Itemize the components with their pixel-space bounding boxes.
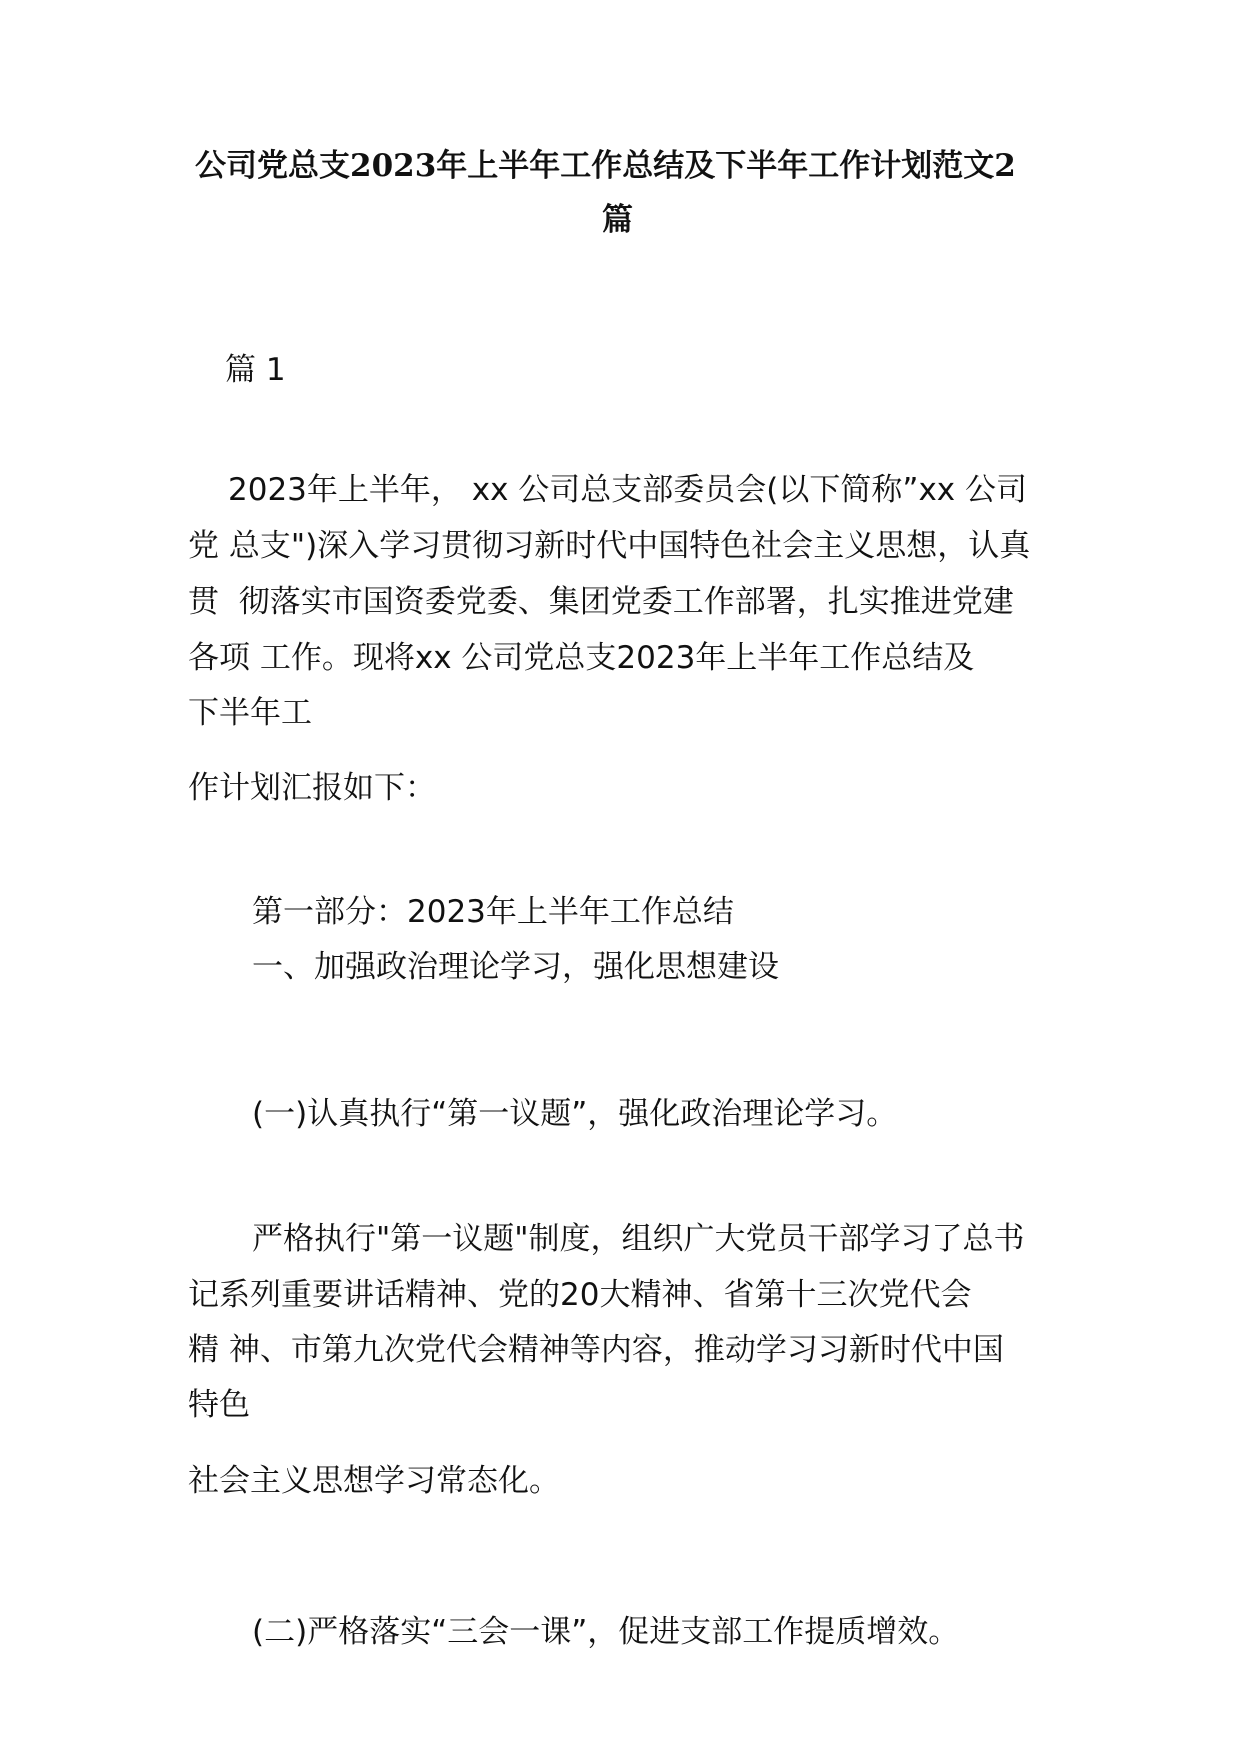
- para1-line-4: 特色: [188, 1387, 250, 1423]
- heading-one: 一、加强政治理论学习，强化思想建设: [252, 949, 779, 985]
- para1-line-3: 精 神、市第九次党代会精神等内容，推动学习习新时代中国: [188, 1332, 1004, 1368]
- intro-line-4: 各项 工作。现将xx 公司党总支2023年上半年工作总结及: [188, 640, 975, 676]
- subheading-2: (二)严格落实“三会一课”，促进支部工作提质增效。: [252, 1614, 960, 1650]
- document-title-line-2: 篇: [602, 202, 633, 238]
- intro-line-5: 下半年工: [188, 695, 312, 731]
- intro-line-6: 作计划汇报如下：: [188, 770, 436, 806]
- intro-line-1: 2023年上半年， xx 公司总支部委员会(以下简称”xx 公司: [228, 472, 1027, 508]
- section-label: 篇 1: [225, 352, 286, 388]
- para1-line-2: 记系列重要讲话精神、党的20大精神、省第十三次党代会: [188, 1277, 972, 1313]
- intro-line-2: 党 总支")深入学习贯彻习新时代中国特色社会主义思想，认真: [188, 528, 1031, 564]
- para1-line-1: 严格执行"第一议题"制度，组织广大党员干部学习了总书: [252, 1221, 1025, 1257]
- subheading-1: (一)认真执行“第一议题”，强化政治理论学习。: [252, 1096, 898, 1132]
- intro-line-3: 贯 彻落实市国资委党委、集团党委工作部署，扎实推进党建: [188, 584, 1014, 620]
- para1-line-5: 社会主义思想学习常态化。: [188, 1463, 560, 1499]
- part-heading: 第一部分：2023年上半年工作总结: [252, 894, 734, 930]
- document-title-line-1: 公司党总支2023年上半年工作总结及下半年工作计划范文2: [195, 148, 1016, 184]
